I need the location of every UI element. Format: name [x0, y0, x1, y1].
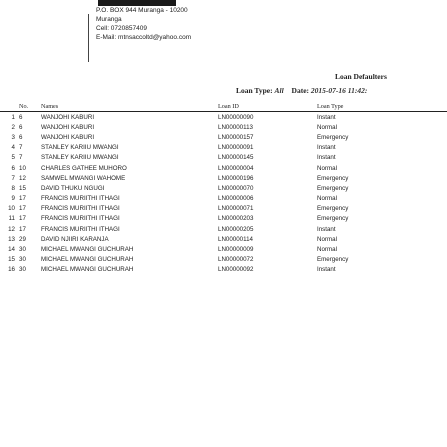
row-loan-id: LN00000114 — [218, 235, 253, 243]
row-index: 16 — [8, 266, 15, 274]
header-names: Names — [41, 101, 218, 112]
row-name: WANJOHI KABURI — [41, 113, 95, 121]
org-town: Muranga — [96, 16, 122, 23]
table-header-row — [0, 101, 447, 112]
row-loan-id: LN00000092 — [218, 266, 254, 274]
table-row — [0, 173, 447, 183]
table-row — [0, 194, 447, 204]
row-index: 14 — [8, 246, 15, 254]
row-loan-id: LN00000004 — [218, 164, 254, 172]
row-loan-id: LN00000196 — [218, 174, 254, 182]
row-loan-type: Normal — [317, 195, 337, 203]
row-member-no: 17 — [19, 195, 26, 203]
row-loan-type: Normal — [317, 164, 337, 172]
table-row — [0, 122, 447, 132]
row-name: SAMWEL MWANGI WAHOME — [41, 174, 126, 182]
row-index: 11 — [8, 215, 15, 223]
row-loan-id: LN00000072 — [218, 256, 254, 264]
row-index: 7 — [11, 174, 15, 182]
row-name: DAVID NJIIRI KARANJA — [41, 235, 109, 243]
report-title: Loan Defaulters — [335, 72, 387, 81]
row-loan-type: Normal — [317, 235, 337, 243]
row-member-no: 17 — [19, 225, 26, 233]
table-row — [0, 132, 447, 142]
row-loan-type: Emergency — [317, 184, 349, 192]
report-params — [236, 86, 367, 95]
table-row — [0, 204, 447, 214]
row-name: DAVID THUKU NGUGI — [41, 184, 105, 192]
table-row — [0, 153, 447, 163]
row-index: 12 — [8, 225, 15, 233]
row-loan-id: LN00000090 — [218, 113, 254, 121]
row-member-no: 6 — [19, 133, 23, 141]
row-loan-type: Instant — [317, 144, 336, 152]
row-loan-type: Emergency — [317, 205, 349, 213]
org-address: P.O. BOX 944 Muranga - 10200 — [96, 7, 188, 14]
row-member-no: 15 — [19, 184, 26, 192]
row-index: 2 — [11, 123, 15, 131]
loan-type-value: All — [274, 86, 284, 95]
date-label: Date: — [291, 86, 310, 95]
row-index: 8 — [11, 184, 15, 192]
row-index: 1 — [11, 113, 15, 121]
row-member-no: 30 — [19, 266, 26, 274]
row-name: STANLEY KARIIU MWANGI — [41, 144, 119, 152]
row-index: 9 — [11, 195, 15, 203]
row-loan-type: Normal — [317, 246, 337, 254]
loan-type-label: Loan Type: — [236, 86, 273, 95]
row-loan-type: Instant — [317, 154, 336, 162]
row-name: WANJOHI KABURI — [41, 123, 95, 131]
table-row — [0, 214, 447, 224]
row-member-no: 7 — [19, 154, 23, 162]
row-loan-id: LN00000091 — [218, 144, 254, 152]
row-member-no: 10 — [19, 164, 26, 172]
row-name: MICHAEL MWANGI GUCHURAH — [41, 246, 134, 254]
row-member-no: 30 — [19, 256, 26, 264]
row-loan-id: LN00000203 — [218, 215, 254, 223]
letterhead — [92, 0, 352, 42]
row-name: FRANCIS MURIITHI ITHAGI — [41, 195, 120, 203]
row-member-no: 6 — [19, 123, 23, 131]
row-member-no: 6 — [19, 113, 23, 121]
header-loan-type: Loan Type — [317, 101, 447, 112]
row-loan-id: LN00000145 — [218, 154, 254, 162]
row-loan-id: LN00000113 — [218, 123, 253, 131]
row-loan-id: LN00000157 — [218, 133, 254, 141]
header-no: No. — [19, 101, 41, 112]
row-index: 5 — [11, 154, 15, 162]
row-loan-id: LN00000070 — [218, 184, 254, 192]
row-loan-type: Emergency — [317, 174, 349, 182]
row-index: 4 — [11, 144, 15, 152]
table-row — [0, 183, 447, 193]
row-name: WANJOHI KABURI — [41, 133, 95, 141]
row-name: STANLEY KARIIU MWANGI — [41, 154, 119, 162]
org-email: E-Mail: mtnsaccoltd@yahoo.com — [96, 34, 192, 41]
table-row — [0, 265, 447, 275]
row-loan-type: Emergency — [317, 133, 349, 141]
row-loan-type: Emergency — [317, 215, 349, 223]
row-loan-id: LN00000071 — [218, 205, 254, 213]
row-member-no: 17 — [19, 205, 26, 213]
row-loan-id: LN00000205 — [218, 225, 254, 233]
row-loan-id: LN00000009 — [218, 246, 254, 254]
defaulters-table — [0, 101, 447, 275]
table-row — [0, 255, 447, 265]
row-member-no: 17 — [19, 215, 26, 223]
row-name: CHARLES GATHEE MUHORO — [41, 164, 127, 172]
org-cell: Cell: 0720857409 — [96, 25, 147, 32]
header-index — [0, 101, 19, 112]
row-loan-id: LN00000006 — [218, 195, 254, 203]
row-name: MICHAEL MWANGI GUCHURAH — [41, 266, 134, 274]
row-index: 3 — [11, 133, 15, 141]
table-row — [0, 234, 447, 244]
row-loan-type: Normal — [317, 123, 337, 131]
table-row — [0, 112, 447, 123]
table-row — [0, 163, 447, 173]
row-index: 15 — [8, 256, 15, 264]
row-name: FRANCIS MURIITHI ITHAGI — [41, 225, 120, 233]
date-value: 2015-07-16 11:42: — [310, 86, 368, 95]
table-row — [0, 143, 447, 153]
header-loan-id: Loan ID — [218, 101, 317, 112]
table-row — [0, 224, 447, 234]
row-loan-type: Emergency — [317, 256, 349, 264]
row-member-no: 7 — [19, 144, 23, 152]
row-loan-type: Instant — [317, 266, 336, 274]
row-index: 6 — [11, 164, 15, 172]
row-member-no: 30 — [19, 246, 26, 254]
row-member-no: 12 — [19, 174, 26, 182]
row-name: FRANCIS MURIITHI ITHAGI — [41, 215, 120, 223]
table-row — [0, 244, 447, 254]
row-index: 10 — [8, 205, 15, 213]
letterhead-rule — [88, 14, 89, 62]
row-member-no: 29 — [19, 235, 26, 243]
row-name: FRANCIS MURIITHI ITHAGI — [41, 205, 120, 213]
row-name: MICHAEL MWANGI GUCHURAH — [41, 256, 134, 264]
row-loan-type: Instant — [317, 225, 336, 233]
row-loan-type: Instant — [317, 113, 336, 121]
row-index: 13 — [8, 235, 15, 243]
